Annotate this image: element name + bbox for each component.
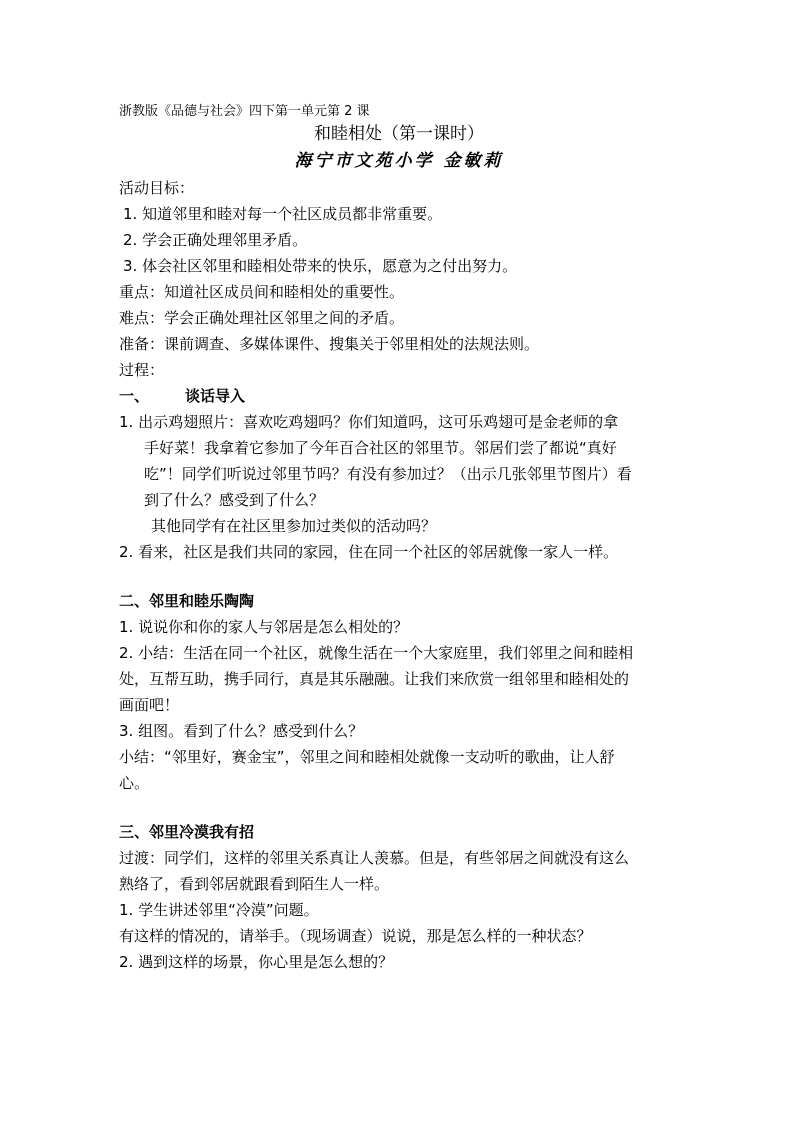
section-1-line: 2. 看来，社区是我们共同的家园，住在同一个社区的邻居就像一家人一样。	[119, 543, 619, 561]
section-2-line: 小结：“邻里好，赛金宝”，邻里之间和睦相处就像一支动听的歌曲，让人舒	[119, 748, 615, 766]
difficulty: 难点：学会正确处理社区邻里之间的矛盾。	[119, 309, 405, 327]
blank-line	[119, 796, 679, 819]
key-point: 重点：知道社区成员间和睦相处的重要性。	[119, 283, 405, 301]
section-3-line: 2. 遇到这样的场景，你心里是怎么想的？	[119, 953, 394, 971]
goal-item: 3. 体会社区邻里和睦相处带来的快乐，愿意为之付出努力。	[123, 257, 518, 275]
section-1-heading	[119, 383, 679, 409]
section-2-line: 画面吧！	[119, 696, 180, 714]
section-1-title: 谈话导入	[185, 387, 246, 405]
section-2-line: 处，互帮互助，携手同行，真是其乐融融。让我们来欣赏一组邻里和睦相处的	[119, 670, 630, 688]
document-body	[119, 102, 679, 975]
section-3-heading: 三、邻里冷漠我有招	[119, 823, 255, 841]
section-2-line: 3. 组图。看到了什么？感受到什么？	[119, 722, 364, 740]
goals-label: 活动目标：	[119, 179, 195, 197]
section-3-line: 1. 学生讲述邻里“冷漠”问题。	[119, 901, 319, 919]
section-1-line: 手好菜！我拿着它参加了今年百合社区的邻里节。邻居们尝了都说“真好	[144, 439, 617, 457]
section-2-line: 2. 小结：生活在同一个社区，就像生活在一个大家庭里，我们邻里之间和睦相	[119, 644, 634, 662]
section-2-line: 心。	[119, 774, 150, 792]
section-2-line: 1. 说说你和你的家人与邻居是怎么相处的？	[119, 618, 409, 636]
document-header: 浙教版《品德与社会》四下第一单元第 2 课	[119, 104, 370, 119]
section-1-line: 吃”！同学们听说过邻里节吗？有没有参加过？（出示几张邻里节图片）看	[144, 465, 632, 483]
goal-item: 2. 学会正确处理邻里矛盾。	[123, 231, 308, 249]
document-title: 和睦相处（第一课时）	[314, 124, 484, 144]
section-2-heading: 二、邻里和睦乐陶陶	[119, 592, 255, 610]
preparation: 准备：课前调查、多媒体课件、搜集关于邻里相处的法规法则。	[119, 335, 540, 353]
section-1-number: 一、	[119, 387, 150, 405]
section-3-line: 有这样的情况的，请举手。（现场调查）说说，那是怎么样的一种状态？	[119, 927, 592, 945]
section-1-line: 其他同学有在社区里参加过类似的活动吗？	[151, 517, 437, 535]
document-author: 海宁市文苑小学 金敏莉	[294, 151, 504, 171]
section-3-line: 熟络了，看到邻居就跟看到陌生人一样。	[119, 875, 390, 893]
section-3-line: 过渡：同学们，这样的邻里关系真让人羡慕。但是，有些邻居之间就没有这么	[119, 849, 630, 867]
goal-item: 1. 知道邻里和睦对每一个社区成员都非常重要。	[123, 205, 443, 223]
section-1-line: 到了什么？感受到了什么？	[144, 491, 325, 509]
blank-line	[119, 565, 679, 588]
process-label: 过程：	[119, 361, 165, 379]
section-1-line: 1. 出示鸡翅照片：喜欢吃鸡翅吗？你们知道吗，这可乐鸡翅可是金老师的拿	[119, 413, 619, 431]
